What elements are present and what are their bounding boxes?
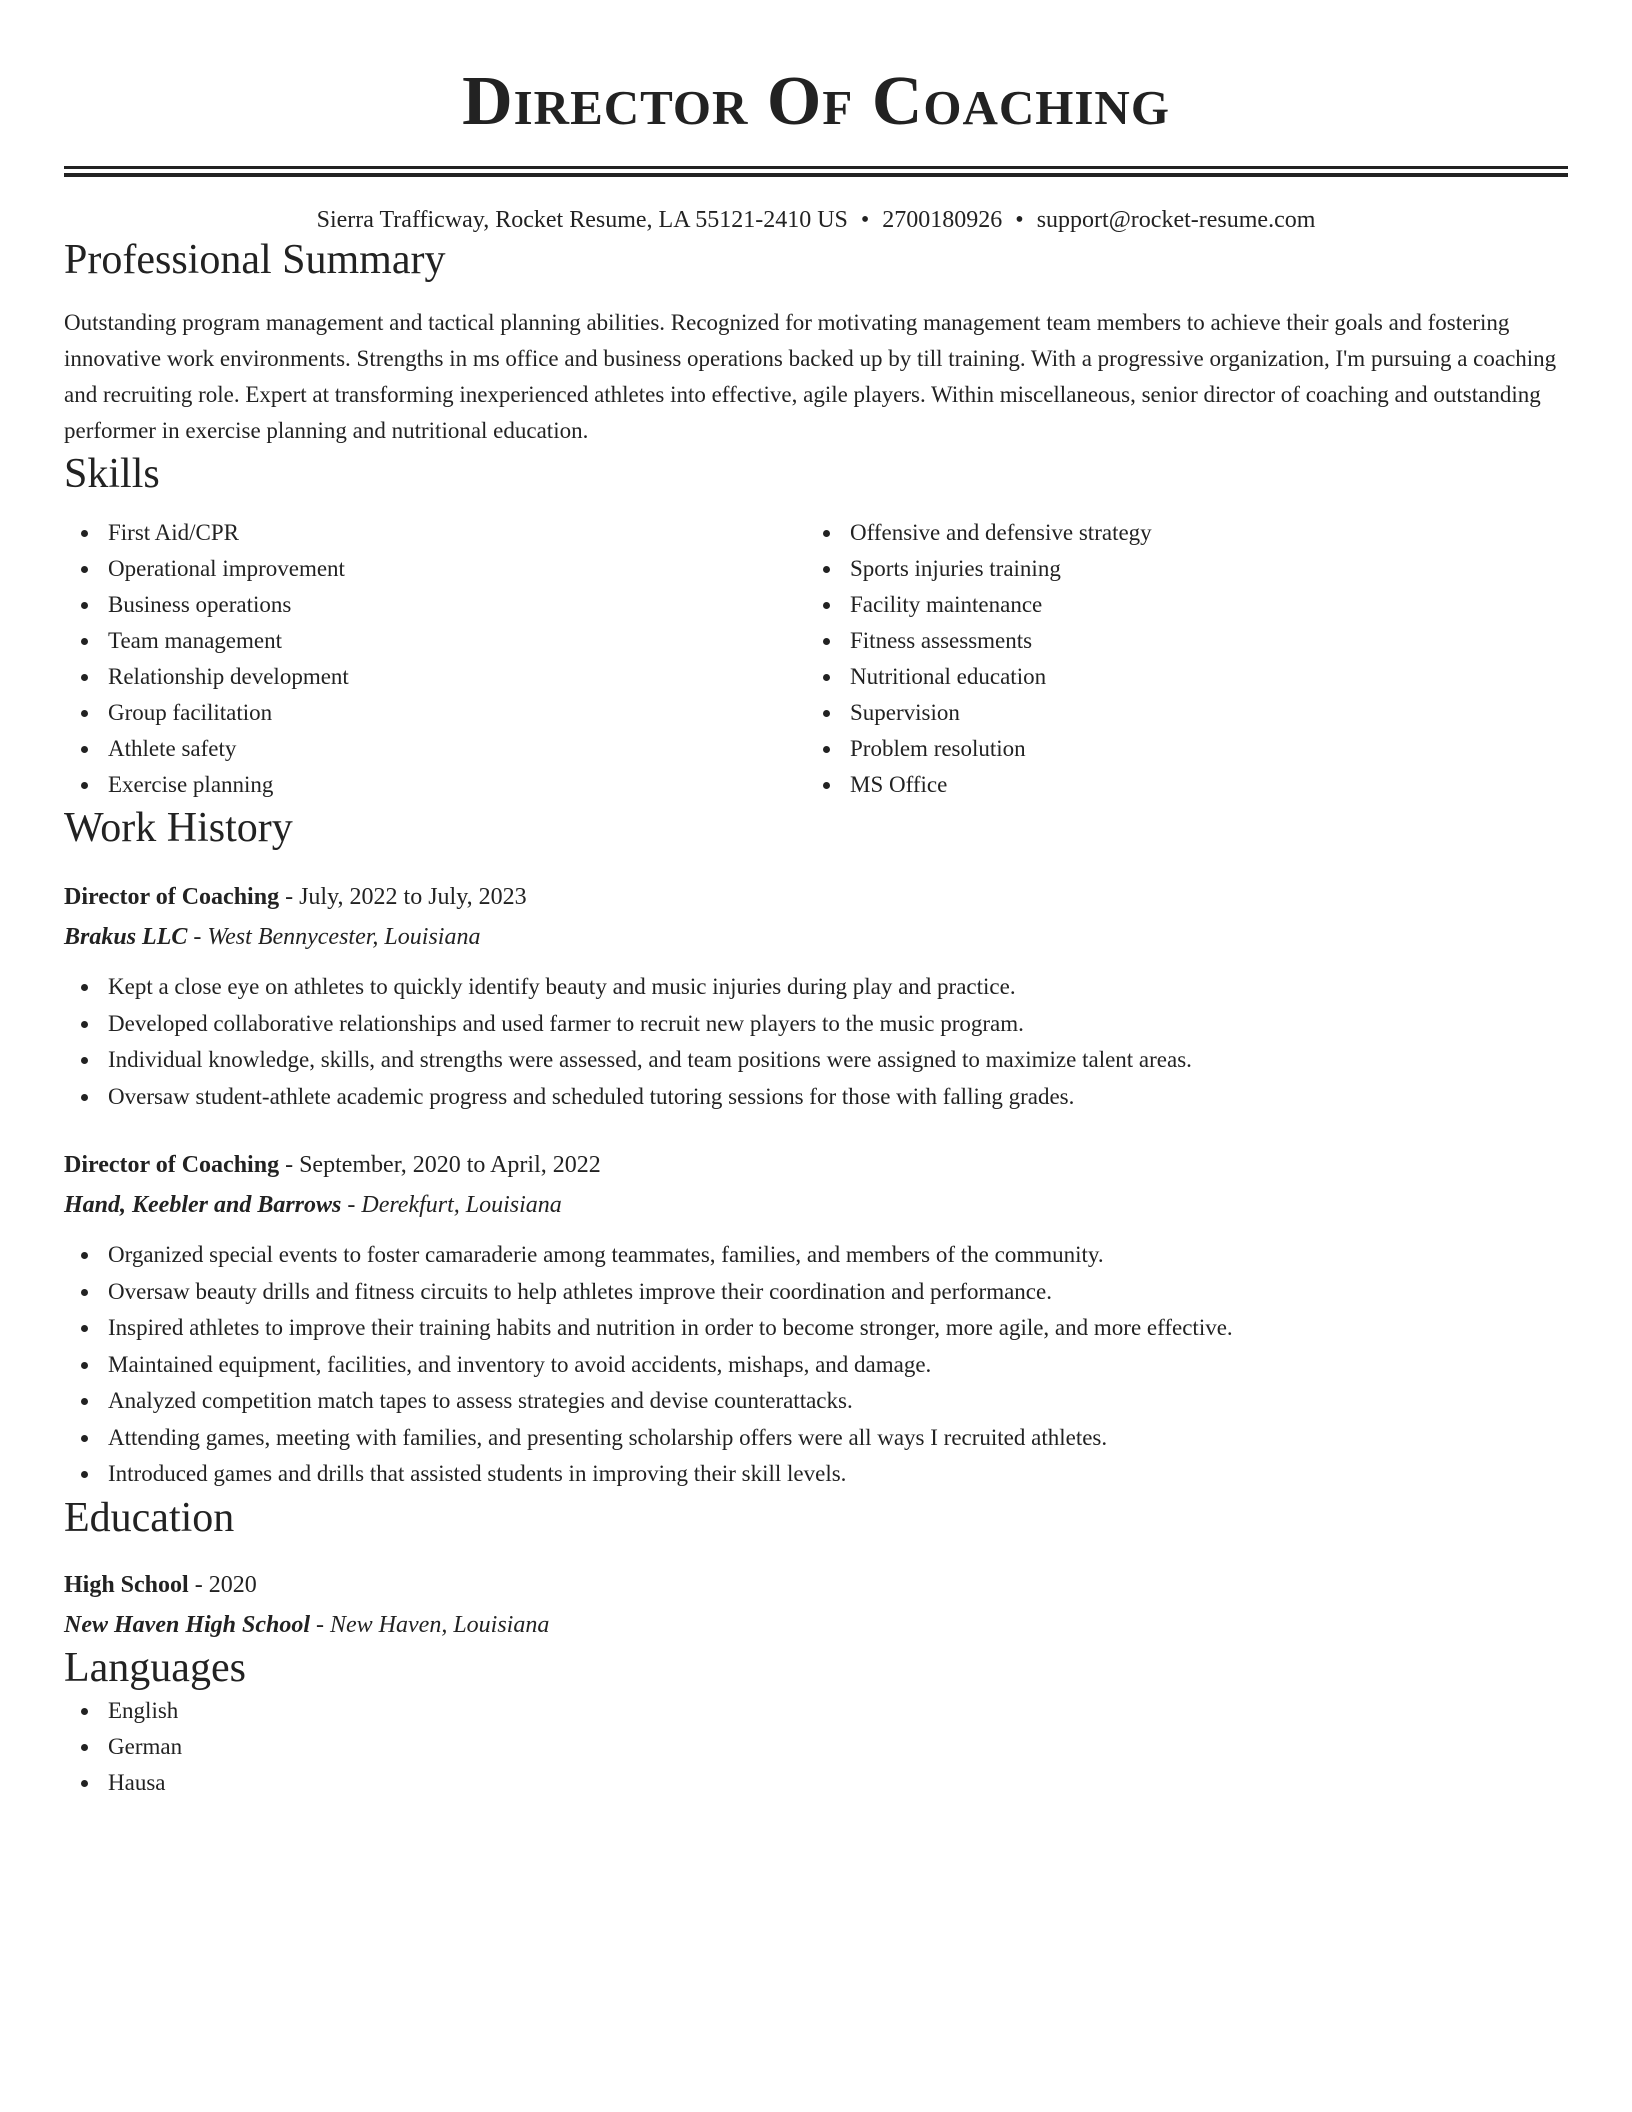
languages-list [64,1693,1568,1801]
school-line [64,1607,1568,1643]
contact-email: support@rocket-resume.com [1036,207,1316,233]
skills-list [64,515,1568,803]
work-history-heading: Work History [64,805,293,851]
duty-item: Individual knowledge, skills, and strengths were assessed, and team positions were assigned to maximize talent areas. [64,1042,1568,1079]
degree-line [64,1567,1568,1603]
job-dates: - July, 2022 to July, 2023 [279,884,527,910]
contact-separator: • [860,207,870,233]
job-title: Director of Coaching [64,884,280,910]
language-item: English [64,1693,1568,1729]
job-duties [64,1237,1568,1493]
skills-column-right [806,515,1548,803]
duty-item: Oversaw student-athlete academic progress and scheduled tutoring sessions for those with falling grades. [64,1079,1568,1116]
company-line [64,1187,1568,1223]
summary-text: Outstanding program management and tactical planning abilities. Recognized for motivating management team members to achieve their goals and fostering innovative work environments. Strengths in ms office and business operations backed up by till training. With a progressive organization, I'm pursuing a coaching and recruiting role. Expert at transforming inexperienced athletes into effective, agile players. Within miscellaneous, senior director of coaching and outstanding performer in exercise planning and nutritional education. [64,310,1557,443]
job-title-line [64,879,1568,915]
job-title: Director of Coaching [64,1152,280,1178]
duty-item: Attending games, meeting with families, and presenting scholarship offers were all ways I recruited athletes. [64,1420,1568,1457]
skill-item: Athlete safety [64,731,806,767]
company-line [64,919,1568,955]
skill-item: Exercise planning [64,767,806,803]
skill-item: First Aid/CPR [64,515,806,551]
page-title: Director Of Coaching [462,63,1170,140]
job-duties [64,969,1568,1115]
language-item: Hausa [64,1765,1568,1801]
duty-item: Analyzed competition match tapes to assess strategies and devise counterattacks. [64,1383,1568,1420]
contact-phone: 2700180926 [882,207,1003,233]
graduation-year: - 2020 [188,1571,257,1598]
contact-separator: • [1015,207,1024,233]
skill-item: Group facilitation [64,695,806,731]
languages-heading: Languages [64,1644,246,1691]
company-location: - Derekfurt, Louisiana [341,1192,562,1218]
education-entry [64,1567,1568,1643]
skills-column-left [64,515,806,803]
skill-item: Team management [64,623,806,659]
duty-item: Maintained equipment, facilities, and inventory to avoid accidents, mishaps, and damage. [64,1347,1568,1384]
duty-item: Introduced games and drills that assisted students in improving their skill levels. [64,1456,1568,1493]
skill-item: Sports injuries training [806,551,1548,587]
company-name: Brakus LLC [64,924,188,950]
duty-item: Organized special events to foster camaraderie among teammates, families, and members of the community. [64,1237,1568,1274]
skill-item: Problem resolution [806,731,1548,767]
skill-item: Business operations [64,587,806,623]
duty-item: Oversaw beauty drills and fitness circuits to help athletes improve their coordination and performance. [64,1274,1568,1311]
job-entry [64,879,1568,1115]
duty-item: Inspired athletes to improve their training habits and nutrition in order to become stronger, more agile, and more effective. [64,1310,1568,1347]
school-name: New Haven High School [64,1611,311,1638]
title-divider [64,166,1568,169]
skill-item: Fitness assessments [806,623,1548,659]
contact-address: Sierra Trafficway, Rocket Resume, LA 55121-2410 US [316,207,848,233]
skill-item: Offensive and defensive strategy [806,515,1548,551]
job-entry [64,1147,1568,1493]
summary-heading: Professional Summary [64,237,446,283]
duty-item: Kept a close eye on athletes to quickly identify beauty and music injuries during play and practice. [64,969,1568,1006]
education-heading: Education [64,1494,235,1541]
skill-item: Relationship development [64,659,806,695]
job-dates: - September, 2020 to April, 2022 [279,1152,601,1178]
job-title-line [64,1147,1568,1183]
duty-item: Developed collaborative relationships and used farmer to recruit new players to the music program. [64,1006,1568,1043]
contact-line [64,205,1568,235]
company-location: - West Bennycester, Louisiana [187,924,481,950]
company-name: Hand, Keebler and Barrows [64,1192,342,1218]
skill-item: Supervision [806,695,1548,731]
skills-heading: Skills [64,451,160,497]
degree: High School [64,1571,189,1598]
skill-item: Facility maintenance [806,587,1548,623]
language-item: German [64,1729,1568,1765]
skill-item: Nutritional education [806,659,1548,695]
skill-item: MS Office [806,767,1548,803]
school-location: - New Haven, Louisiana [310,1611,550,1638]
skill-item: Operational improvement [64,551,806,587]
